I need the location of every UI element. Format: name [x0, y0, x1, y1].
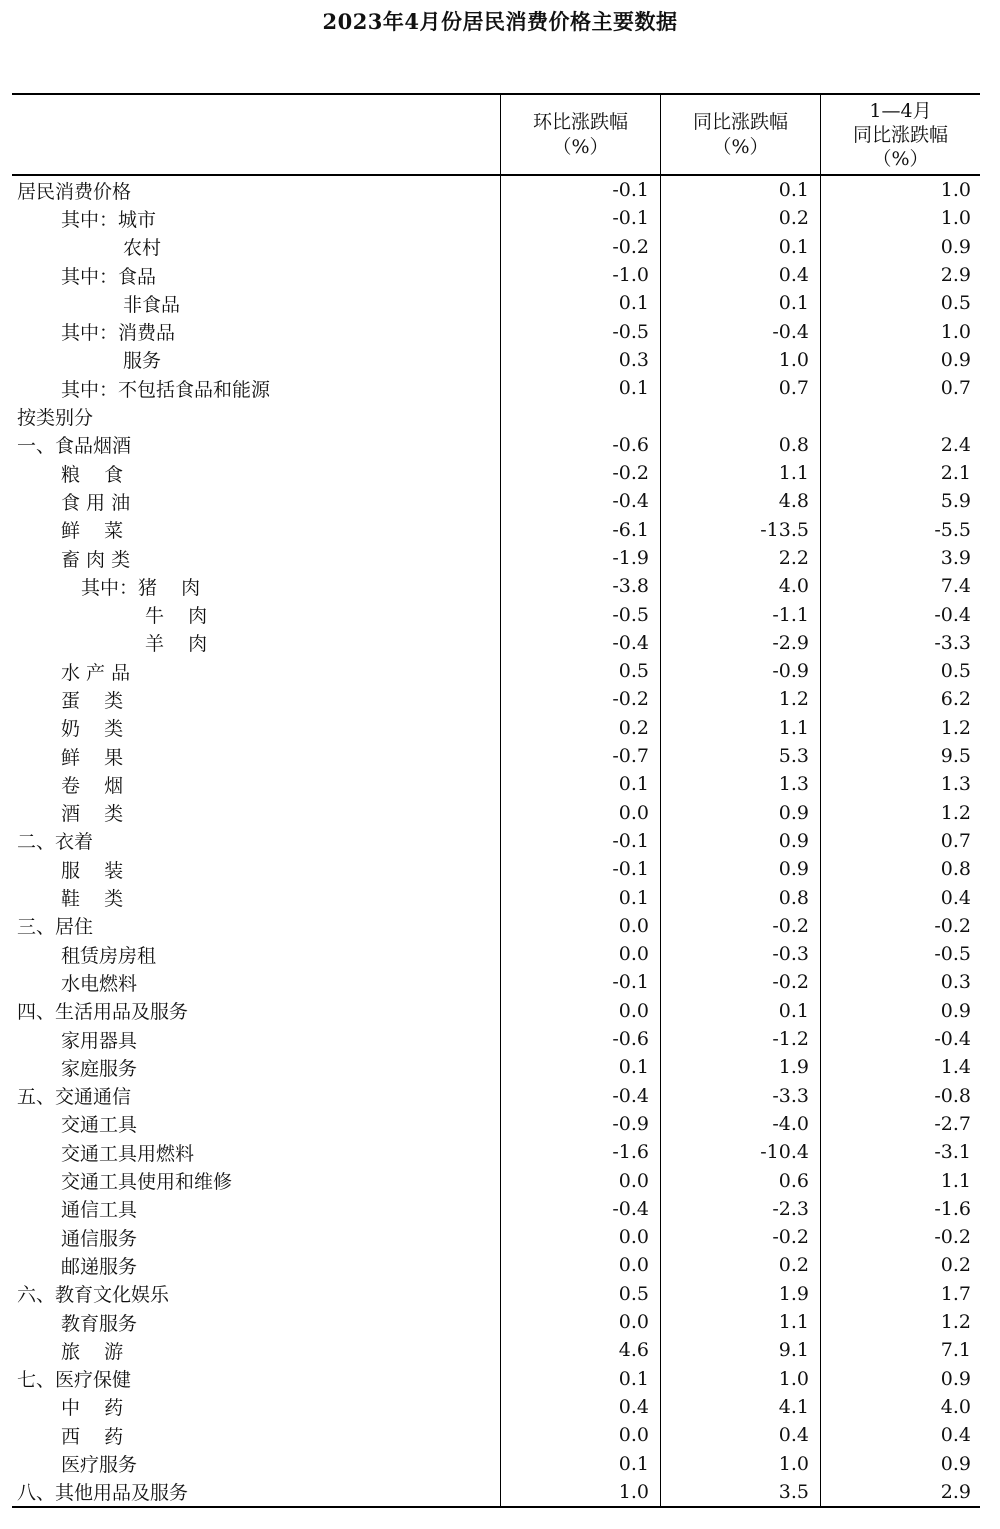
header-mom	[500, 95, 660, 174]
table-row	[12, 714, 980, 742]
ytd-value: 2.9	[820, 261, 980, 289]
mom-value: 0.0	[500, 1166, 660, 1194]
ytd-value: 1.1	[820, 1166, 980, 1194]
ytd-value: 1.2	[820, 1308, 980, 1336]
mom-value: -0.1	[500, 204, 660, 232]
yoy-value: 1.1	[660, 714, 820, 742]
table-row	[12, 233, 980, 261]
row-label: 交通工具使用和维修	[61, 1171, 233, 1194]
yoy-value: 1.3	[660, 770, 820, 798]
yoy-value: 1.0	[660, 346, 820, 374]
table-row	[12, 685, 980, 713]
mom-value: -0.4	[500, 629, 660, 657]
row-label: 通信服务	[61, 1227, 138, 1250]
table-row	[12, 1421, 980, 1449]
mom-value: -0.6	[500, 1025, 660, 1053]
row-label: 鲜 菜	[61, 520, 124, 543]
row-label: 交通工具用燃料	[61, 1142, 195, 1165]
row-label: 通信工具	[61, 1199, 138, 1222]
table-row	[12, 374, 980, 402]
row-label: 其中：食品	[61, 265, 157, 288]
ytd-value: 1.0	[820, 176, 980, 204]
row-label: 教育服务	[61, 1312, 138, 1335]
ytd-value: 1.7	[820, 1280, 980, 1308]
yoy-value: 0.1	[660, 997, 820, 1025]
row-label: 三、居住	[17, 916, 94, 939]
ytd-value: 5.9	[820, 487, 980, 515]
row-label: 服 装	[61, 859, 124, 882]
row-label: 医疗服务	[61, 1454, 138, 1476]
table-row	[12, 1166, 980, 1194]
header-ytd	[820, 95, 980, 174]
table-row	[12, 1336, 980, 1364]
table-row	[12, 997, 980, 1025]
yoy-value: 1.0	[660, 1449, 820, 1477]
ytd-value: -5.5	[820, 516, 980, 544]
yoy-value: 0.2	[660, 1251, 820, 1279]
yoy-value: 0.1	[660, 233, 820, 261]
ytd-value: 1.0	[820, 204, 980, 232]
page-title: 2023年4月份居民消费价格主要数据	[322, 9, 678, 34]
mom-value: -0.7	[500, 742, 660, 770]
yoy-value: 1.0	[660, 1364, 820, 1392]
ytd-value: 9.5	[820, 742, 980, 770]
mom-value: 0.1	[500, 770, 660, 798]
table-row	[12, 799, 980, 827]
ytd-value: 0.9	[820, 997, 980, 1025]
table-row	[12, 176, 980, 204]
ytd-value: -0.2	[820, 912, 980, 940]
ytd-value: 0.9	[820, 1364, 980, 1392]
row-label: 畜 肉 类	[61, 548, 131, 571]
yoy-value: 1.9	[660, 1053, 820, 1081]
yoy-value: 4.1	[660, 1393, 820, 1421]
row-label: 卷 烟	[61, 774, 124, 797]
ytd-value: 1.3	[820, 770, 980, 798]
yoy-value: 0.8	[660, 431, 820, 459]
yoy-value: -2.3	[660, 1195, 820, 1223]
yoy-value	[660, 402, 820, 430]
row-label: 其中：不包括食品和能源	[61, 378, 271, 401]
header-ytd-line2: 同比涨跌幅	[852, 123, 948, 146]
table-row	[12, 600, 980, 628]
yoy-value: -0.4	[660, 317, 820, 345]
table-row	[12, 1195, 980, 1223]
row-label: 其中：猪 肉	[81, 576, 201, 599]
yoy-value: 3.5	[660, 1478, 820, 1506]
table-row	[12, 1478, 980, 1506]
yoy-value: 1.1	[660, 1308, 820, 1336]
header-mom-line1: 环比涨跌幅	[532, 110, 628, 133]
table-row	[12, 742, 980, 770]
table-row	[12, 940, 980, 968]
row-label: 一、食品烟酒	[17, 435, 132, 458]
table-row	[12, 1393, 980, 1421]
mom-value: 0.1	[500, 1053, 660, 1081]
mom-value: 0.0	[500, 1421, 660, 1449]
table-row	[12, 657, 980, 685]
ytd-value: 2.4	[820, 431, 980, 459]
ytd-value: 4.0	[820, 1393, 980, 1421]
row-label: 邮递服务	[61, 1255, 138, 1278]
mom-value: 0.4	[500, 1393, 660, 1421]
row-label: 按类别分	[17, 407, 94, 430]
mom-value: -0.1	[500, 176, 660, 204]
yoy-value: -1.1	[660, 600, 820, 628]
row-label: 六、教育文化娱乐	[17, 1284, 170, 1307]
ytd-value: -0.2	[820, 1223, 980, 1251]
header-yoy	[660, 95, 820, 174]
yoy-value: 0.9	[660, 827, 820, 855]
mom-value: 0.1	[500, 883, 660, 911]
row-label: 居民消费价格	[17, 180, 132, 203]
table-row	[12, 1082, 980, 1110]
ytd-value: 0.7	[820, 827, 980, 855]
mom-value: 4.6	[500, 1336, 660, 1364]
mom-value: 1.0	[500, 1478, 660, 1506]
row-label: 交通工具	[61, 1114, 138, 1137]
mom-value: -0.4	[500, 1082, 660, 1110]
table-row	[12, 544, 980, 572]
table-row	[12, 1223, 980, 1251]
ytd-value: 0.7	[820, 374, 980, 402]
table-row	[12, 912, 980, 940]
table-row	[12, 1364, 980, 1392]
cpi-table	[12, 93, 980, 1508]
row-label: 中 药	[61, 1397, 124, 1420]
mom-value: 0.0	[500, 1223, 660, 1251]
row-label: 鲜 果	[61, 746, 124, 769]
ytd-value: -0.8	[820, 1082, 980, 1110]
table-header	[12, 95, 980, 176]
mom-value: -0.4	[500, 487, 660, 515]
mom-value: -0.5	[500, 600, 660, 628]
mom-value: -0.1	[500, 827, 660, 855]
row-label: 西 药	[61, 1425, 124, 1448]
mom-value: -0.2	[500, 233, 660, 261]
row-label: 牛 肉	[145, 605, 208, 628]
mom-value: -0.5	[500, 317, 660, 345]
row-label: 鞋 类	[61, 888, 124, 911]
table-row	[12, 1138, 980, 1166]
ytd-value: 0.9	[820, 233, 980, 261]
yoy-value: 0.1	[660, 289, 820, 317]
table-row	[12, 1110, 980, 1138]
header-ytd-line1: 1—4月	[869, 99, 932, 122]
table-row	[12, 204, 980, 232]
yoy-value: -1.2	[660, 1025, 820, 1053]
row-label: 旅 游	[61, 1340, 124, 1363]
yoy-value: 5.3	[660, 742, 820, 770]
row-label: 食 用 油	[61, 491, 131, 514]
mom-value: 0.5	[500, 1280, 660, 1308]
row-label: 五、交通通信	[17, 1086, 132, 1109]
mom-value: -0.2	[500, 685, 660, 713]
yoy-value: 0.4	[660, 1421, 820, 1449]
ytd-value: -3.3	[820, 629, 980, 657]
ytd-value: 0.9	[820, 1449, 980, 1477]
mom-value: 0.1	[500, 289, 660, 317]
yoy-value: -0.2	[660, 912, 820, 940]
row-label: 水 产 品	[61, 661, 131, 684]
yoy-value: -0.2	[660, 968, 820, 996]
table-row	[12, 459, 980, 487]
mom-value: 0.1	[500, 1364, 660, 1392]
mom-value: 0.0	[500, 940, 660, 968]
row-label: 家庭服务	[61, 1057, 138, 1080]
ytd-value: 6.2	[820, 685, 980, 713]
table-row	[12, 1053, 980, 1081]
table-row	[12, 1025, 980, 1053]
mom-value	[500, 402, 660, 430]
yoy-value: 0.8	[660, 883, 820, 911]
mom-value: -1.9	[500, 544, 660, 572]
mom-value: 0.3	[500, 346, 660, 374]
yoy-value: -3.3	[660, 1082, 820, 1110]
row-label: 租赁房房租	[61, 944, 157, 967]
row-label: 四、生活用品及服务	[17, 1001, 189, 1024]
mom-value: 0.1	[500, 374, 660, 402]
yoy-value: 0.9	[660, 799, 820, 827]
table-row	[12, 1449, 980, 1477]
mom-value: 0.0	[500, 1251, 660, 1279]
ytd-value: 0.8	[820, 855, 980, 883]
table-row	[12, 261, 980, 289]
ytd-value: -2.7	[820, 1110, 980, 1138]
mom-value: 0.0	[500, 997, 660, 1025]
mom-value: -6.1	[500, 516, 660, 544]
row-label: 非食品	[123, 293, 181, 316]
table-row	[12, 487, 980, 515]
header-yoy-line2: （%）	[712, 135, 769, 158]
yoy-value: 0.9	[660, 855, 820, 883]
row-label: 七、医疗保健	[17, 1369, 132, 1392]
yoy-value: 0.6	[660, 1166, 820, 1194]
ytd-value: 1.2	[820, 799, 980, 827]
ytd-value: 0.4	[820, 883, 980, 911]
row-label: 其中：消费品	[61, 322, 176, 345]
mom-value: -0.1	[500, 855, 660, 883]
table-row	[12, 883, 980, 911]
yoy-value: 0.4	[660, 261, 820, 289]
ytd-value: 7.4	[820, 572, 980, 600]
ytd-value: 2.9	[820, 1478, 980, 1506]
ytd-value: 0.4	[820, 1421, 980, 1449]
header-mom-line2: （%）	[552, 135, 609, 158]
row-label: 其中：城市	[61, 208, 157, 231]
ytd-value: 0.5	[820, 289, 980, 317]
ytd-value: -0.4	[820, 600, 980, 628]
row-label: 蛋 类	[61, 689, 124, 712]
header-item-column	[12, 95, 500, 174]
table-row	[12, 629, 980, 657]
mom-value: 0.0	[500, 1308, 660, 1336]
ytd-value: 7.1	[820, 1336, 980, 1364]
table-row	[12, 827, 980, 855]
table-row	[12, 770, 980, 798]
yoy-value: 0.7	[660, 374, 820, 402]
row-label: 奶 类	[61, 718, 124, 741]
mom-value: -1.0	[500, 261, 660, 289]
table-row	[12, 289, 980, 317]
table-row	[12, 1251, 980, 1279]
header-ytd-line3: （%）	[872, 147, 929, 170]
row-label: 服务	[123, 350, 162, 373]
yoy-value: -4.0	[660, 1110, 820, 1138]
mom-value: -1.6	[500, 1138, 660, 1166]
row-label: 家用器具	[61, 1029, 138, 1052]
yoy-value: -13.5	[660, 516, 820, 544]
ytd-value: 1.2	[820, 714, 980, 742]
table-row	[12, 1280, 980, 1308]
yoy-value: -0.2	[660, 1223, 820, 1251]
mom-value: -3.8	[500, 572, 660, 600]
ytd-value: -1.6	[820, 1195, 980, 1223]
table-body	[12, 176, 980, 1508]
yoy-value: 4.8	[660, 487, 820, 515]
yoy-value: -2.9	[660, 629, 820, 657]
yoy-value: 4.0	[660, 572, 820, 600]
ytd-value: 0.2	[820, 1251, 980, 1279]
table-row	[12, 431, 980, 459]
table-row	[12, 968, 980, 996]
row-label: 粮 食	[61, 463, 124, 486]
yoy-value: -10.4	[660, 1138, 820, 1166]
ytd-value: -0.4	[820, 1025, 980, 1053]
yoy-value: 1.9	[660, 1280, 820, 1308]
yoy-value: -0.9	[660, 657, 820, 685]
mom-value: 0.0	[500, 799, 660, 827]
ytd-value: 0.3	[820, 968, 980, 996]
table-row	[12, 855, 980, 883]
ytd-value: 0.5	[820, 657, 980, 685]
ytd-value: 2.1	[820, 459, 980, 487]
table-row	[12, 572, 980, 600]
mom-value: -0.2	[500, 459, 660, 487]
ytd-value: 3.9	[820, 544, 980, 572]
ytd-value: 1.0	[820, 317, 980, 345]
ytd-value: -3.1	[820, 1138, 980, 1166]
ytd-value	[820, 402, 980, 430]
mom-value: 0.1	[500, 1449, 660, 1477]
ytd-value: 0.9	[820, 346, 980, 374]
mom-value: -0.6	[500, 431, 660, 459]
table-row	[12, 317, 980, 345]
yoy-value: 0.1	[660, 176, 820, 204]
yoy-value: -0.3	[660, 940, 820, 968]
row-label: 农村	[123, 237, 162, 260]
table-row	[12, 516, 980, 544]
row-label: 水电燃料	[61, 972, 138, 995]
mom-value: -0.1	[500, 968, 660, 996]
mom-value: -0.9	[500, 1110, 660, 1138]
header-yoy-line1: 同比涨跌幅	[692, 110, 788, 133]
mom-value: 0.5	[500, 657, 660, 685]
row-label: 二、衣着	[17, 831, 94, 854]
yoy-value: 0.2	[660, 204, 820, 232]
row-label: 酒 类	[61, 803, 124, 826]
mom-value: 0.2	[500, 714, 660, 742]
table-row	[12, 402, 980, 430]
yoy-value: 2.2	[660, 544, 820, 572]
mom-value: 0.0	[500, 912, 660, 940]
yoy-value: 1.2	[660, 685, 820, 713]
table-row	[12, 346, 980, 374]
table-row	[12, 1308, 980, 1336]
row-label: 八、其他用品及服务	[17, 1482, 189, 1505]
ytd-value: -0.5	[820, 940, 980, 968]
mom-value: -0.4	[500, 1195, 660, 1223]
ytd-value: 1.4	[820, 1053, 980, 1081]
yoy-value: 1.1	[660, 459, 820, 487]
row-label: 羊 肉	[145, 633, 208, 656]
yoy-value: 9.1	[660, 1336, 820, 1364]
